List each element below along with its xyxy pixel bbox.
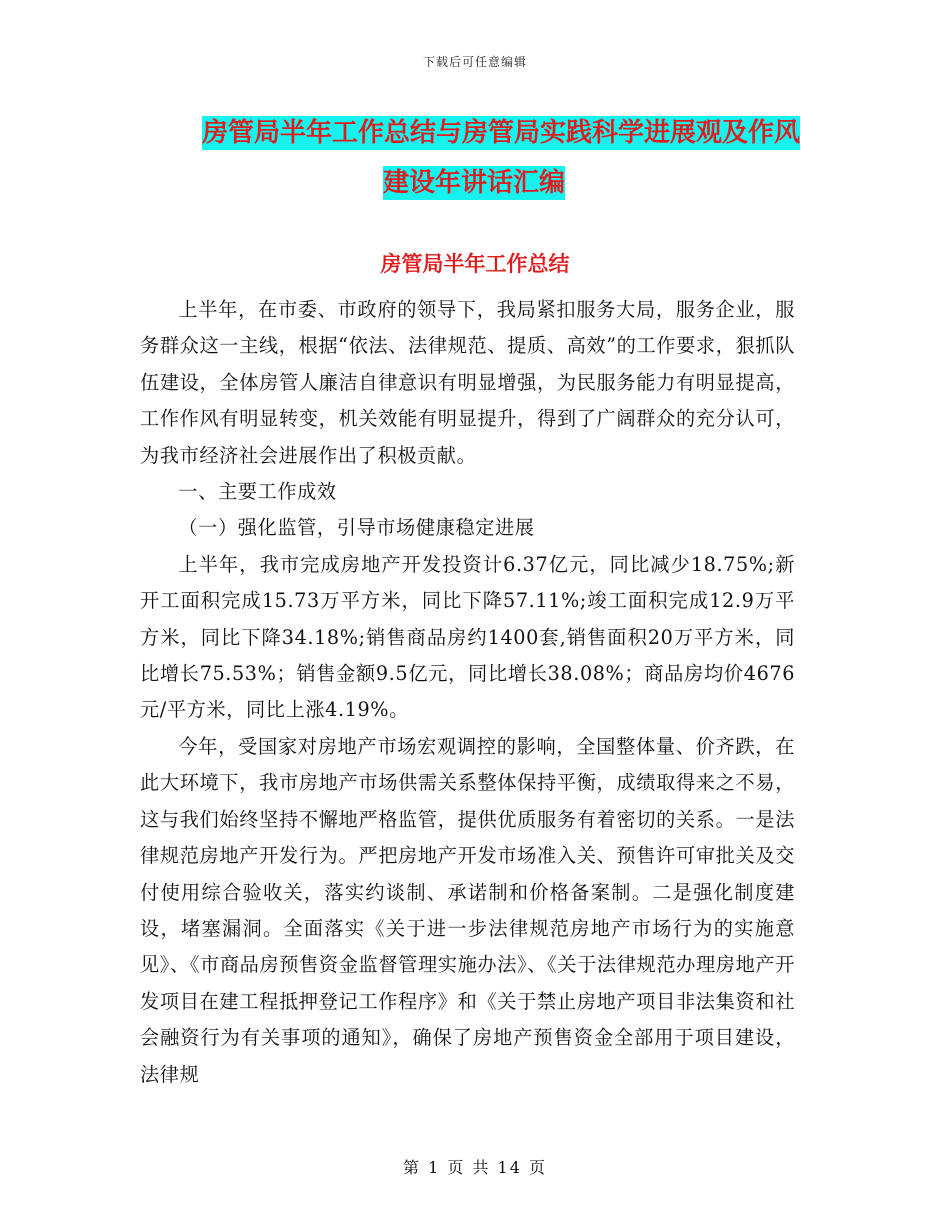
- page-header: 下载后可任意编辑: [422, 55, 527, 69]
- heading-main-achievements: 一、主要工作成效: [178, 480, 337, 504]
- document-body: [140, 292, 795, 1093]
- paragraph-statistics: 上半年，我市完成房地产开发投资计6.37亿元，同比减少18.75%;新开工面积完成15.73万平方米，同比下降57.11%;竣工面积完成12.9万平方米，同比下降34.18%;销售商品房约1400套,销售面积20万平方米，同比增长75.53%；销售金额9.5亿元，同比增长38.08%；商品房均价4676元/平方米，同比上涨4.19%。: [140, 552, 795, 722]
- section-title: 房管局半年工作总结: [380, 252, 570, 276]
- document-title-line-1: 房管局半年工作总结与房管局实践科学进展观及作风: [201, 118, 800, 148]
- paragraph-intro: 上半年，在市委、市政府的领导下，我局紧扣服务大局，服务企业，服务群众这一主线，根据“依法、法律规范、提质、高效”的工作要求，狠抓队伍建设，全体房管人廉洁自律意识有明显增强，为民服务能力有明显提高，工作作风有明显转变，机关效能有明显提升，得到了广阔群众的充分认可，为我市经济社会进展作出了积极贡献。: [140, 298, 795, 467]
- subheading-strengthen-supervision: （一）强化监管，引导市场健康稳定进展: [178, 516, 535, 540]
- document-title: [140, 108, 840, 208]
- page-footer: 第 1 页 共 14 页: [403, 1158, 547, 1177]
- paragraph-market-regulation: 今年，受国家对房地产市场宏观调控的影响，全国整体量、价齐跌，在此大环境下，我市房地产市场供需关系整体保持平衡，成绩取得来之不易，这与我们始终坚持不懈地严格监管，提供优质服务有着密切的关系。一是法律规范房地产开发行为。严把房地产开发市场准入关、预售许可审批关及交付使用综合验收关，落实约谈制、承诺制和价格备案制。二是强化制度建设，堵塞漏洞。全面落实《关于进一步法律规范房地产市场行为的实施意见》、《市商品房预售资金监督管理实施办法》、《关于法律规范办理房地产开发项目在建工程抵押登记工作程序》和《关于禁止房地产项目非法集资和社会融资行为有关事项的通知》，确保了房地产预售资金全部用于项目建设，法律规: [140, 734, 795, 1086]
- document-title-line-2: 建设年讲话汇编: [383, 168, 566, 198]
